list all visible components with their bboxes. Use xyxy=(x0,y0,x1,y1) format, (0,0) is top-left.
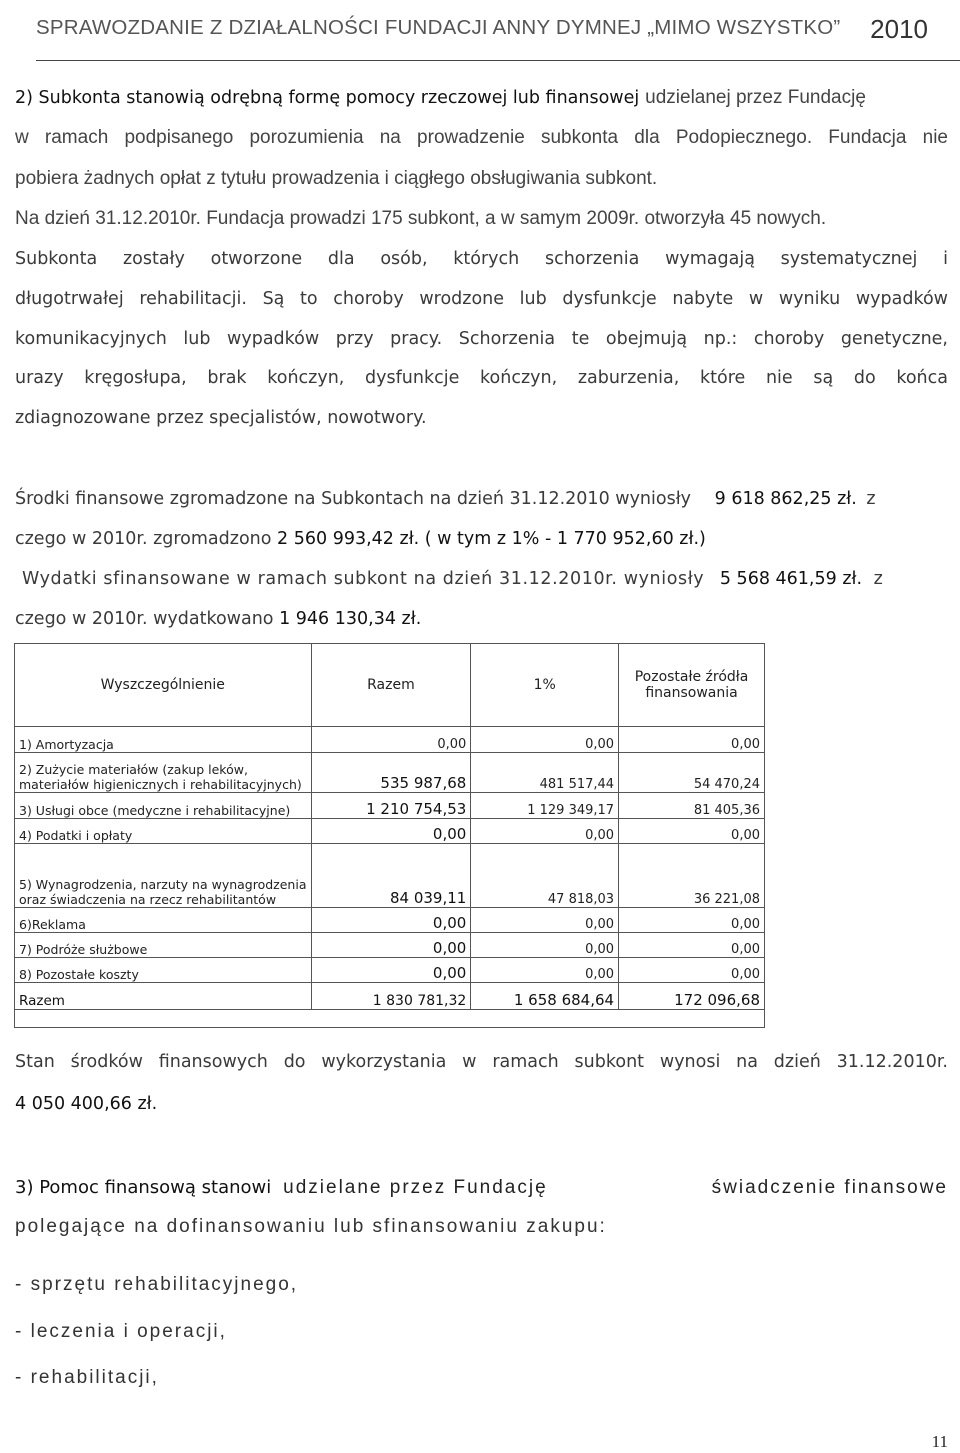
table-row xyxy=(15,793,765,819)
cell-razem: 535 987,68 xyxy=(311,753,471,793)
row-label: 3) Usługi obce (medyczne i rehabilitacyjne) xyxy=(15,793,312,819)
section2-line1 xyxy=(15,85,948,111)
cell-one-percent: 1 129 349,17 xyxy=(471,793,619,819)
cell-razem: 84 039,11 xyxy=(311,844,471,908)
column-header: Pozostałe źródła finansowania xyxy=(619,644,765,727)
cell-one-percent: 1 658 684,64 xyxy=(471,983,619,1010)
table-row xyxy=(15,844,765,908)
row-label: 2) Zużycie materiałów (zakup leków, materiałów higienicznych i rehabilitacyjnych) xyxy=(15,753,312,793)
cell-other: 0,00 xyxy=(619,819,765,844)
list-item: - leczenia i operacji, xyxy=(15,1321,227,1342)
column-header: 1% xyxy=(471,644,619,727)
section2-line6: długotrwałej rehabilitacji. Są to choroby wrodzone lub dysfunkcje nabyte w wyniku wypadków xyxy=(15,289,948,309)
section3-line1 xyxy=(15,1175,948,1201)
cell-other: 0,00 xyxy=(619,727,765,753)
section3-heading-tail: świadczenie finansowe xyxy=(711,1177,948,1198)
header-title: SPRAWOZDANIE Z DZIAŁALNOŚCI FUNDACJI ANNY DYMNEJ „MIMO WSZYSTKO” xyxy=(36,16,841,39)
section2-line2: w ramach podpisanego porozumienia na prowadzenie subkonta dla Podopiecznego. Fundacja nie xyxy=(15,127,948,148)
expenses-tail: z xyxy=(873,569,883,589)
cell-other: 172 096,68 xyxy=(619,983,765,1010)
section2-line7: komunikacyjnych lub wypadków przy pracy. Schorzenia te obejmują np.: choroby genetyczne, xyxy=(15,329,948,349)
funds-line2 xyxy=(15,526,948,552)
list-item: - sprzętu rehabilitacyjnego, xyxy=(15,1274,299,1295)
section2-line4: Na dzień 31.12.2010r. Fundacja prowadzi 175 subkont, a w samym 2009r. otworzyła 45 nowych. xyxy=(15,208,827,229)
funds-line3 xyxy=(22,566,948,592)
cell-razem: 0,00 xyxy=(311,933,471,958)
row-label: 8) Pozostałe koszty xyxy=(15,958,312,983)
cell-one-percent: 0,00 xyxy=(471,819,619,844)
section2-line5: Subkonta zostały otworzone dla osób, których schorzenia wymagają systematycznej i xyxy=(15,249,948,269)
cell-one-percent: 47 818,03 xyxy=(471,844,619,908)
cell-other: 0,00 xyxy=(619,933,765,958)
cell-other: 0,00 xyxy=(619,908,765,933)
section3-heading: 3) Pomoc finansową stanowi xyxy=(15,1177,272,1198)
expenses-2010-text: czego w 2010r. wydatkowano xyxy=(15,609,274,629)
list-item: - rehabilitacji, xyxy=(15,1367,159,1388)
expenses-text: Wydatki sfinansowane w ramach subkont na dzień 31.12.2010r. wyniosły xyxy=(22,569,705,589)
row-label: 7) Podróże służbowe xyxy=(15,933,312,958)
section2-line3: pobiera żadnych opłat z tytułu prowadzenia i ciągłego obsługiwania subkont. xyxy=(15,168,658,189)
table-row xyxy=(15,908,765,933)
row-label: 6)Reklama xyxy=(15,908,312,933)
section2-heading: 2) Subkonta stanowią odrębną formę pomocy rzeczowej lub finansowej xyxy=(15,88,640,108)
row-label: 4) Podatki i opłaty xyxy=(15,819,312,844)
section2-line8: urazy kręgosłupa, brak kończyn, dysfunkcje kończyn, zaburzenia, które nie są do końca xyxy=(15,368,948,388)
table-blank-row xyxy=(15,1010,765,1028)
funds-line1 xyxy=(15,486,948,512)
cell-one-percent: 0,00 xyxy=(471,908,619,933)
cell-razem: 0,00 xyxy=(311,727,471,753)
cell-other: 0,00 xyxy=(619,958,765,983)
cell-razem: 0,00 xyxy=(311,908,471,933)
funds-collected-amount: 9 618 862,25 zł. xyxy=(714,489,857,509)
cell-razem: 0,00 xyxy=(311,819,471,844)
cell-one-percent: 481 517,44 xyxy=(471,753,619,793)
cell-razem: 1 830 781,32 xyxy=(311,983,471,1010)
cell-one-percent: 0,00 xyxy=(471,933,619,958)
section3-line2: polegające na dofinansowaniu lub sfinansowaniu zakupu: xyxy=(15,1216,607,1237)
expenses-amount: 5 568 461,59 zł. xyxy=(719,569,863,589)
cell-one-percent: 0,00 xyxy=(471,958,619,983)
row-label: 1) Amortyzacja xyxy=(15,727,312,753)
table-row xyxy=(15,933,765,958)
balance-amount: 4 050 400,66 zł. xyxy=(15,1094,158,1114)
expenses-table xyxy=(14,643,765,1028)
table-row xyxy=(15,753,765,793)
cell-razem: 0,00 xyxy=(311,958,471,983)
cell-other: 81 405,36 xyxy=(619,793,765,819)
table-row xyxy=(15,958,765,983)
cell-other: 54 470,24 xyxy=(619,753,765,793)
table-row xyxy=(15,819,765,844)
cell-other: 36 221,08 xyxy=(619,844,765,908)
header-year: 2010 xyxy=(870,14,928,44)
cell-one-percent: 0,00 xyxy=(471,727,619,753)
section2-heading-tail: udzielanej przez Fundację xyxy=(645,87,866,108)
column-header: Razem xyxy=(311,644,471,727)
cell-razem: 1 210 754,53 xyxy=(311,793,471,819)
table-total-row xyxy=(15,983,765,1010)
funds-collected-2010-text: czego w 2010r. zgromadzono xyxy=(15,529,272,549)
expenses-2010-amount: 1 946 130,34 zł. xyxy=(279,609,422,629)
table-header-row xyxy=(15,644,765,727)
funds-collected-tail: z xyxy=(866,489,876,509)
header-divider xyxy=(36,60,960,61)
page-header xyxy=(36,10,936,56)
funds-collected-2010-amount: 2 560 993,42 zł. ( w tym z 1% - 1 770 952,60 zł.) xyxy=(277,529,706,549)
row-label: Razem xyxy=(15,983,312,1010)
row-label: 5) Wynagrodzenia, narzuty na wynagrodzenia oraz świadczenia na rzecz rehabilitantów xyxy=(15,844,312,908)
table-row xyxy=(15,727,765,753)
section2-line9: zdiagnozowane przez specjalistów, nowotwory. xyxy=(15,408,427,428)
page-number: 11 xyxy=(931,1432,948,1451)
funds-collected-text: Środki finansowe zgromadzone na Subkontach na dzień 31.12.2010 wyniosły xyxy=(15,489,692,509)
funds-line4 xyxy=(15,606,948,632)
column-header: Wyszczególnienie xyxy=(15,644,312,727)
section3-heading-mid: udzielane przez Fundację xyxy=(283,1177,548,1198)
balance-line1: Stan środków finansowych do wykorzystania w ramach subkont wynosi na dzień 31.12.2010r. xyxy=(15,1052,948,1072)
